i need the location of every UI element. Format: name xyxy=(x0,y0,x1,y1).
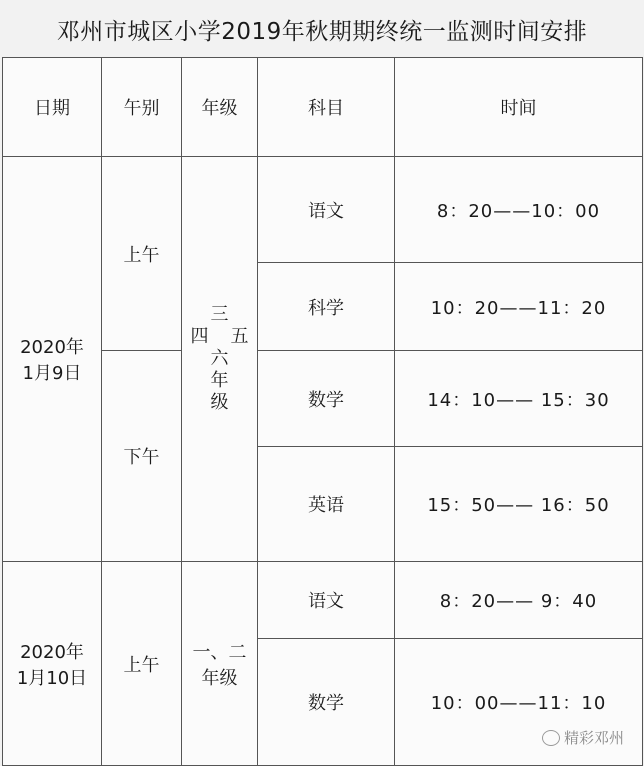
grade-char: 五 xyxy=(230,326,249,347)
subject-cell: 数学 xyxy=(258,351,395,447)
header-grade: 年级 xyxy=(182,58,258,157)
date-line2: 1月10日 xyxy=(16,667,88,689)
session-cell-pm-day1: 下午 xyxy=(102,351,182,562)
header-time: 时间 xyxy=(395,58,643,157)
page-title: 邓州市城区小学2019年秋期期终统一监测时间安排 xyxy=(56,18,588,45)
session-cell-am-day2: 上午 xyxy=(102,562,182,766)
time-cell: 15：50—— 16：50 xyxy=(395,447,643,562)
time-cell: 8：20——10：00 xyxy=(395,157,643,263)
subject-cell: 科学 xyxy=(258,263,395,351)
date-line1: 2020年 xyxy=(20,337,84,358)
time-cell: 14：10—— 15：30 xyxy=(395,351,643,447)
grade-line2: 年级 xyxy=(201,667,238,689)
grade-text-day1 xyxy=(191,304,249,414)
grade-char: 级 xyxy=(210,392,229,413)
time-cell: 8：20—— 9：40 xyxy=(395,562,643,639)
grade-cell-day1 xyxy=(182,157,258,562)
session-cell-am-day1: 上午 xyxy=(102,157,182,351)
subject-cell: 语文 xyxy=(258,157,395,263)
header-session: 午别 xyxy=(102,58,182,157)
table-row xyxy=(3,562,643,639)
table-row xyxy=(3,157,643,263)
wechat-bubble-icon xyxy=(542,730,560,746)
watermark xyxy=(542,727,624,748)
header-row xyxy=(3,58,643,157)
watermark-text: 精彩邓州 xyxy=(563,729,624,747)
grade-char: 六 xyxy=(210,348,229,369)
schedule-table xyxy=(2,57,643,766)
date-line2: 1月9日 xyxy=(22,363,82,384)
subject-cell: 语文 xyxy=(258,562,395,639)
header-date: 日期 xyxy=(3,58,102,157)
date-cell-day2 xyxy=(3,562,102,766)
subject-cell: 英语 xyxy=(258,447,395,562)
grade-char: 四 xyxy=(190,326,209,347)
header-subject: 科目 xyxy=(258,58,395,157)
time-cell: 10：20——11：20 xyxy=(395,263,643,351)
grade-char: 年 xyxy=(210,370,229,391)
date-line1: 2020年 xyxy=(20,641,84,663)
grade-line1: 一、二 xyxy=(192,641,247,663)
grade-char: 三 xyxy=(210,304,229,325)
grade-cell-day2 xyxy=(182,562,258,766)
time-cell: 10：00——11：10 xyxy=(395,639,643,766)
subject-cell: 数学 xyxy=(258,639,395,766)
date-cell-day1 xyxy=(3,157,102,562)
